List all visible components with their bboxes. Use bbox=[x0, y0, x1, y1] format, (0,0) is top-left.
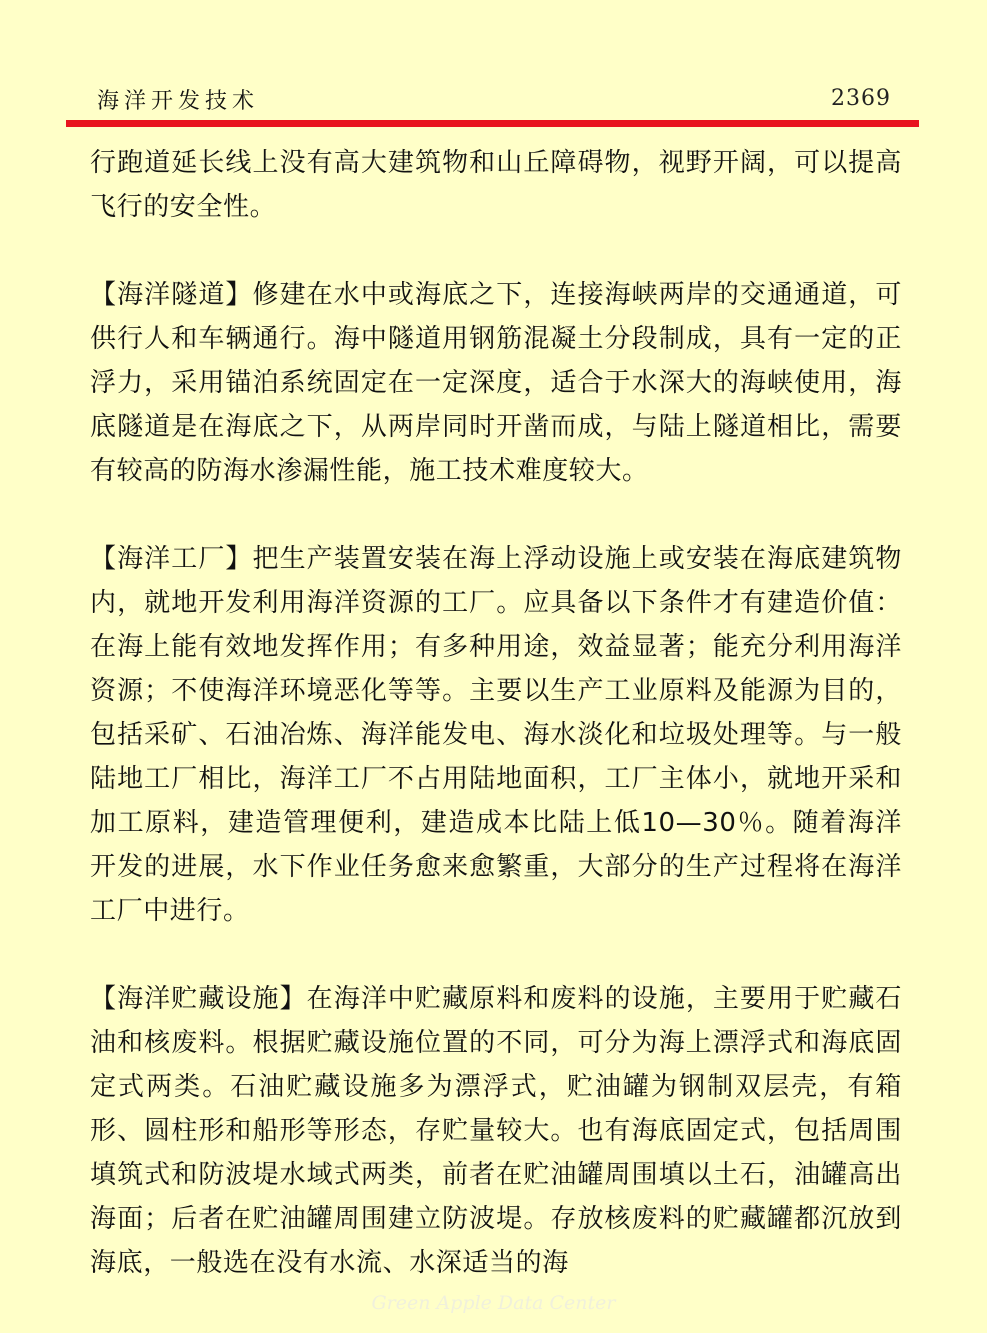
entry-ocean-storage bbox=[90, 977, 902, 1285]
entry-term: 【海洋工厂】 bbox=[90, 544, 253, 574]
page-number: 2369 bbox=[831, 86, 891, 111]
entry-term: 【海洋隧道】 bbox=[90, 280, 253, 310]
entry-text: 把生产装置安装在海上浮动设施上或安装在海底建筑物内，就地开发利用海洋资源的工厂。应具备以下条件才有建造价值：在海上能有效地发挥作用；有多种用途，效益显著；能充分利用海洋资源；不使海洋环境恶化等等。主要以生产工业原料及能源为目的，包括采矿、石油冶炼、海洋能发电、海水淡化和垃圾处理等。与一般陆地工厂相比，海洋工厂不占用陆地面积，工厂主体小，就地开采和加工原料，建造管理便利，建造成本比陆上低10—30％。随着海洋开发的进展，水下作业任务愈来愈繁重，大部分的生产过程将在海洋工厂中进行。 bbox=[90, 544, 902, 926]
paragraph-continuation bbox=[90, 141, 902, 229]
entry-ocean-tunnel bbox=[90, 273, 902, 493]
entry-text: 行跑道延长线上没有高大建筑物和山丘障碍物，视野开阔，可以提高飞行的安全性。 bbox=[90, 148, 902, 222]
header-rule bbox=[66, 120, 919, 127]
entry-text: 修建在水中或海底之下，连接海峡两岸的交通通道，可供行人和车辆通行。海中隧道用钢筋混凝土分段制成，具有一定的正浮力，采用锚泊系统固定在一定深度，适合于水深大的海峡使用，海底隧道是在海底之下，从两岸同时开凿而成，与陆上隧道相比，需要有较高的防海水渗漏性能，施工技术难度较大。 bbox=[90, 280, 902, 486]
body-text bbox=[90, 141, 902, 1329]
watermark: Green Apple Data Center bbox=[371, 1292, 616, 1314]
entry-term: 【海洋贮藏设施】 bbox=[90, 984, 307, 1014]
running-title: 海洋开发技术 bbox=[97, 89, 260, 114]
entry-ocean-factory bbox=[90, 537, 902, 933]
entry-text: 在海洋中贮藏原料和废料的设施，主要用于贮藏石油和核废料。根据贮藏设施位置的不同，可分为海上漂浮式和海底固定式两类。石油贮藏设施多为漂浮式，贮油罐为钢制双层壳，有箱形、圆柱形和船形等形态，存贮量较大。也有海底固定式，包括周围填筑式和防波堤水域式两类，前者在贮油罐周围填以土石，油罐高出海面；后者在贮油罐周围建立防波堤。存放核废料的贮藏罐都沉放到海底，一般选在没有水流、水深适当的海 bbox=[90, 984, 902, 1278]
